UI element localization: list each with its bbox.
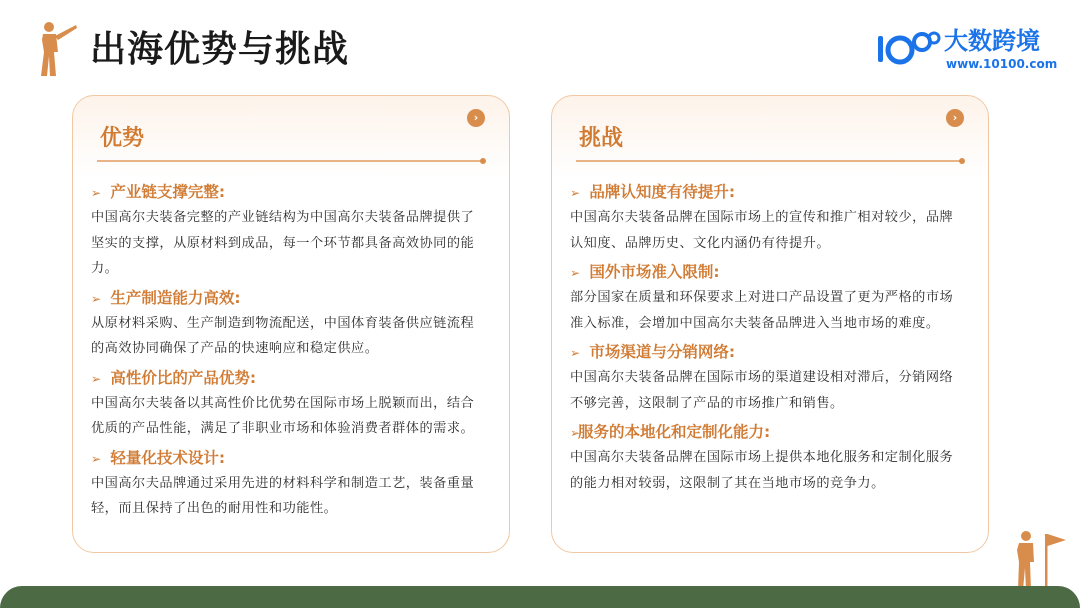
- list-item-title: ➢ 市场渠道与分销网络:: [570, 340, 966, 365]
- chevron-right-icon[interactable]: ›: [946, 109, 964, 127]
- advantages-card: [72, 95, 510, 553]
- advantages-heading: 优势: [100, 126, 145, 151]
- golfer-flag-icon: [1012, 528, 1068, 592]
- footer-bar: [0, 586, 1080, 608]
- arrow-icon: ➢: [91, 451, 102, 466]
- list-item-text: 中国高尔夫装备品牌在国际市场上提供本地化服务和定制化服务的能力相对较弱，这限制了其在当地市场的竞争力。: [570, 450, 954, 491]
- golfer-icon: [34, 20, 78, 78]
- brand-logo: [876, 24, 1056, 74]
- list-item-title: ➢ 高性价比的产品优势:: [91, 366, 487, 391]
- arrow-icon: ➢: [570, 426, 581, 440]
- list-item-text: 中国高尔夫装备以其高性价比优势在国际市场上脱颖而出，结合优质的产品性能，满足了非职业市场和体验消费者群体的需求。: [91, 395, 475, 436]
- arrow-icon: ➢: [91, 186, 102, 200]
- arrow-icon: ➢: [91, 371, 102, 386]
- list-item-title: ➢服务的本地化和定制化能力:: [570, 420, 966, 445]
- list-item-title: ➢ 国外市场准入限制:: [570, 260, 966, 285]
- brand-logo-icon: [876, 28, 942, 68]
- challenges-heading: 挑战: [579, 126, 624, 151]
- list-item-text: 中国高尔夫装备完整的产业链结构为中国高尔夫装备品牌提供了坚实的支撑，从原材料到成品，每一个环节都具备高效协同的能力。: [91, 210, 475, 276]
- list-item-text: 中国高尔夫品牌通过采用先进的材料科学和制造工艺，装备重量轻，而且保持了出色的耐用性和功能性。: [91, 475, 475, 516]
- list-item-text: 中国高尔夫装备品牌在国际市场的渠道建设相对滞后，分销网络不够完善，这限制了产品的市场推广和销售。: [570, 370, 954, 411]
- brand-name: 大数跨境: [944, 27, 1040, 55]
- challenges-list: [570, 176, 966, 496]
- list-item-text: 从原材料采购、生产制造到物流配送，中国体育装备供应链流程的高效协同确保了产品的快速响应和稳定供应。: [91, 315, 475, 356]
- arrow-icon: ➢: [570, 186, 581, 200]
- arrow-icon: ➢: [570, 346, 581, 360]
- challenges-card: [551, 95, 989, 553]
- brand-url: www.10100.com: [946, 57, 1058, 71]
- list-item-title: ➢ 生产制造能力高效:: [91, 286, 487, 311]
- divider: [576, 160, 962, 162]
- list-item-text: 中国高尔夫装备品牌在国际市场上的宣传和推广相对较少，品牌认知度、品牌历史、文化内涵仍有待提升。: [570, 210, 954, 251]
- arrow-icon: ➢: [91, 291, 102, 306]
- list-item-title: ➢ 品牌认知度有待提升:: [570, 180, 966, 205]
- list-item-title: ➢ 产业链支撑完整:: [91, 180, 487, 205]
- list-item-text: 部分国家在质量和环保要求上对进口产品设置了更为严格的市场准入标准，会增加中国高尔夫装备品牌进入当地市场的难度。: [570, 290, 954, 331]
- page-title: 出海优势与挑战: [90, 29, 350, 70]
- list-item-title: ➢ 轻量化技术设计:: [91, 446, 487, 471]
- advantages-list: [91, 176, 487, 522]
- chevron-right-icon[interactable]: ›: [467, 109, 485, 127]
- arrow-icon: ➢: [570, 266, 581, 280]
- divider: [97, 160, 483, 162]
